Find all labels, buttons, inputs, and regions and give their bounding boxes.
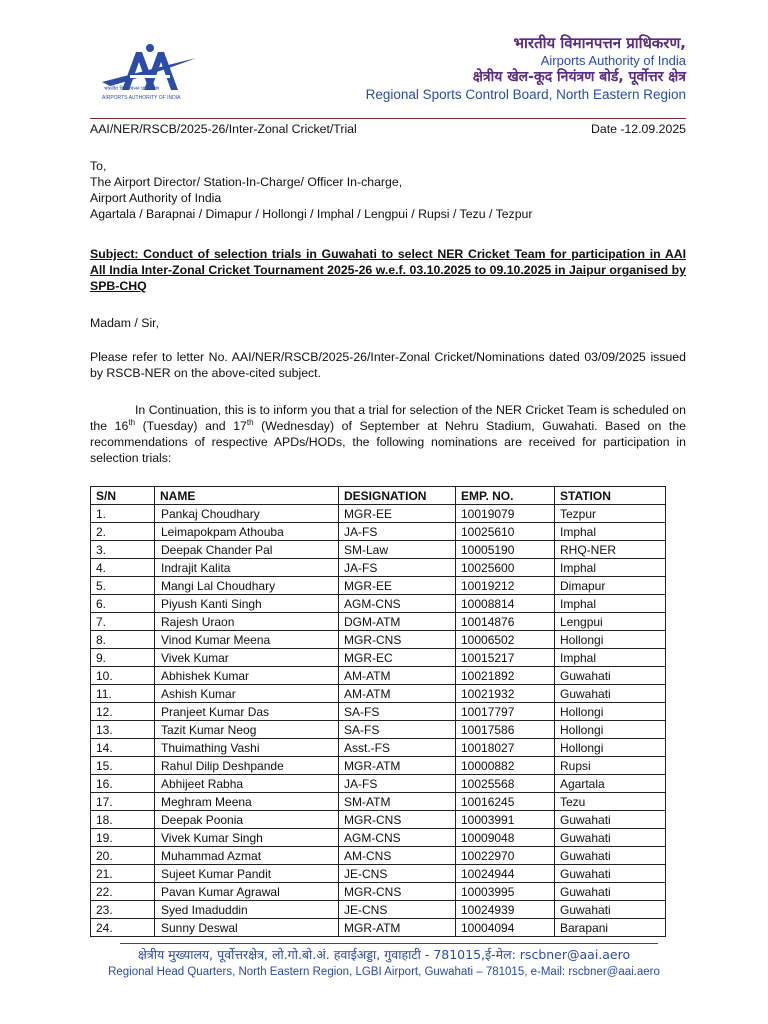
table-row: [91, 919, 666, 937]
table-row: [91, 613, 666, 631]
cell-designation: MGR-EC: [339, 649, 456, 667]
cell-designation: MGR-EE: [339, 505, 456, 523]
cell-emp-no: 10019212: [456, 577, 555, 595]
cell-station: Guwahati: [555, 847, 666, 865]
cell-sn: 4.: [91, 559, 155, 577]
cell-station: Guwahati: [555, 811, 666, 829]
header-station: STATION: [555, 487, 666, 505]
cell-station: Imphal: [555, 523, 666, 541]
cell-designation: JE-CNS: [339, 865, 456, 883]
cell-designation: JA-FS: [339, 775, 456, 793]
cell-emp-no: 10025568: [456, 775, 555, 793]
cell-sn: 13.: [91, 721, 155, 739]
table-row: [91, 721, 666, 739]
cell-station: Barapani: [555, 919, 666, 937]
table-row: [91, 541, 666, 559]
cell-station: Hollongi: [555, 721, 666, 739]
cell-emp-no: 10025600: [456, 559, 555, 577]
address-line-1: The Airport Director/ Station-In-Charge/ Officer In-charge,: [90, 175, 403, 189]
cell-sn: 11.: [91, 685, 155, 703]
cell-designation: SM-Law: [339, 541, 456, 559]
cell-station: Rupsi: [555, 757, 666, 775]
cell-designation: SA-FS: [339, 703, 456, 721]
cell-station: Hollongi: [555, 739, 666, 757]
cell-sn: 10.: [91, 667, 155, 685]
table-row: [91, 793, 666, 811]
header-rule: [90, 118, 686, 119]
cell-station: Imphal: [555, 649, 666, 667]
cell-designation: SM-ATM: [339, 793, 456, 811]
cell-designation: MGR-ATM: [339, 919, 456, 937]
cell-sn: 9.: [91, 649, 155, 667]
cell-station: Dimapur: [555, 577, 666, 595]
cell-designation: JE-CNS: [339, 901, 456, 919]
table-row: [91, 649, 666, 667]
cell-name: Abhishek Kumar: [155, 667, 339, 685]
paragraph-2: [90, 402, 686, 466]
cell-designation: AM-ATM: [339, 667, 456, 685]
cell-designation: JA-FS: [339, 559, 456, 577]
table-row: [91, 865, 666, 883]
cell-emp-no: 10003991: [456, 811, 555, 829]
salutation: Madam / Sir,: [90, 316, 160, 330]
cell-sn: 16.: [91, 775, 155, 793]
header-name: NAME: [155, 487, 339, 505]
table-body: [91, 505, 666, 937]
cell-sn: 15.: [91, 757, 155, 775]
cell-emp-no: 10014876: [456, 613, 555, 631]
table-row: [91, 901, 666, 919]
cell-station: Imphal: [555, 559, 666, 577]
cell-designation: MGR-ATM: [339, 757, 456, 775]
table-row: [91, 505, 666, 523]
cell-name: Thuimathing Vashi: [155, 739, 339, 757]
cell-name: Mangi Lal Choudhary: [155, 577, 339, 595]
footer-hindi: क्षेत्रीय मुख्यालय, पूर्वोत्तरक्षेत्र, लो.गो.बो.अं. हवाईअड्डा, गुवाहाटी - 781015,ई-मेल: rscbner@aai.aero: [137, 947, 631, 962]
table-header-row: [91, 487, 666, 505]
cell-station: Hollongi: [555, 703, 666, 721]
cell-designation: SA-FS: [339, 721, 456, 739]
cell-station: Guwahati: [555, 865, 666, 883]
para2-text-b: (Tuesday) and 17: [135, 419, 247, 433]
table-row: [91, 559, 666, 577]
table-row: [91, 631, 666, 649]
cell-sn: 14.: [91, 739, 155, 757]
address-line-2: Airport Authority of India: [90, 191, 222, 205]
cell-designation: AM-CNS: [339, 847, 456, 865]
para2-sup-2: th: [246, 417, 254, 427]
cell-name: Vinod Kumar Meena: [155, 631, 339, 649]
cell-emp-no: 10017797: [456, 703, 555, 721]
cell-emp-no: 10025610: [456, 523, 555, 541]
cell-station: Guwahati: [555, 685, 666, 703]
logo-caption-hindi: भारतीय विमानपत्तन प्राधिकरण: [104, 86, 160, 92]
cell-station: Hollongi: [555, 631, 666, 649]
cell-emp-no: 10003995: [456, 883, 555, 901]
table-row: [91, 685, 666, 703]
nominations-table: [90, 486, 666, 937]
cell-station: Guwahati: [555, 901, 666, 919]
cell-name: Leimapokpam Athouba: [155, 523, 339, 541]
cell-station: Guwahati: [555, 883, 666, 901]
aai-logo: [100, 42, 200, 106]
cell-sn: 24.: [91, 919, 155, 937]
cell-sn: 7.: [91, 613, 155, 631]
cell-station: Guwahati: [555, 829, 666, 847]
cell-sn: 5.: [91, 577, 155, 595]
cell-name: Syed Imaduddin: [155, 901, 339, 919]
english-org-name: Airports Authority of India: [540, 52, 686, 68]
logo-caption-english: AIRPORTS AUTHORITY OF INDIA: [102, 95, 181, 101]
cell-station: Imphal: [555, 595, 666, 613]
cell-emp-no: 10016245: [456, 793, 555, 811]
cell-station: Lengpui: [555, 613, 666, 631]
letter-date: Date -12.09.2025: [590, 122, 686, 136]
cell-designation: MGR-CNS: [339, 811, 456, 829]
cell-name: Deepak Poonia: [155, 811, 339, 829]
paragraph-1: Please refer to letter No. AAI/NER/RSCB/2025-26/Inter-Zonal Cricket/Nominations dated 03/09/2025 issued by RSCB-NER on the above-cited subject.: [90, 350, 686, 380]
header-sn: S/N: [91, 487, 155, 505]
cell-emp-no: 10019079: [456, 505, 555, 523]
cell-designation: MGR-CNS: [339, 883, 456, 901]
address-block: [90, 158, 686, 222]
cell-designation: MGR-CNS: [339, 631, 456, 649]
header-emp-no: EMP. NO.: [456, 487, 555, 505]
cell-name: Rahul Dilip Deshpande: [155, 757, 339, 775]
cell-station: Agartala: [555, 775, 666, 793]
cell-name: Rajesh Uraon: [155, 613, 339, 631]
footer: [0, 946, 768, 981]
para2-text-a: In Continuation, this is to inform you that a trial for selection of the NER Cricket Team is scheduled on the 16: [90, 403, 686, 433]
table-row: [91, 739, 666, 757]
cell-emp-no: 10021932: [456, 685, 555, 703]
cell-emp-no: 10021892: [456, 667, 555, 685]
table-row: [91, 523, 666, 541]
reference-line: [90, 122, 686, 136]
cell-name: Sunny Deswal: [155, 919, 339, 937]
table-row: [91, 667, 666, 685]
cell-name: Deepak Chander Pal: [155, 541, 339, 559]
cell-name: Tazit Kumar Neog: [155, 721, 339, 739]
cell-designation: DGM-ATM: [339, 613, 456, 631]
cell-emp-no: 10022970: [456, 847, 555, 865]
cell-emp-no: 10024939: [456, 901, 555, 919]
cell-emp-no: 10006502: [456, 631, 555, 649]
cell-emp-no: 10015217: [456, 649, 555, 667]
cell-emp-no: 10005190: [456, 541, 555, 559]
table-row: [91, 829, 666, 847]
cell-designation: JA-FS: [339, 523, 456, 541]
reference-number: AAI/NER/RSCB/2025-26/Inter-Zonal Cricket/Trial: [90, 122, 357, 136]
cell-station: Guwahati: [555, 667, 666, 685]
cell-sn: 2.: [91, 523, 155, 541]
cell-designation: MGR-EE: [339, 577, 456, 595]
hindi-board-name: क्षेत्रीय खेल-कूद नियंत्रण बोर्ड, पूर्वोत्तर क्षेत्र: [472, 69, 686, 85]
footer-english: Regional Head Quarters, North Eastern Region, LGBI Airport, Guwahati – 781015, e-Mail: rscbner@aai.aero: [108, 966, 660, 979]
cell-emp-no: 10018027: [456, 739, 555, 757]
cell-sn: 17.: [91, 793, 155, 811]
table-row: [91, 703, 666, 721]
address-to: To,: [90, 159, 107, 173]
cell-name: Vivek Kumar: [155, 649, 339, 667]
cell-name: Abhijeet Rabha: [155, 775, 339, 793]
table-row: [91, 883, 666, 901]
cell-emp-no: 10024944: [456, 865, 555, 883]
cell-station: RHQ-NER: [555, 541, 666, 559]
cell-sn: 21.: [91, 865, 155, 883]
cell-designation: AM-ATM: [339, 685, 456, 703]
table-row: [91, 757, 666, 775]
para2-sup-1: th: [128, 417, 136, 427]
cell-sn: 23.: [91, 901, 155, 919]
cell-sn: 22.: [91, 883, 155, 901]
cell-station: Tezu: [555, 793, 666, 811]
cell-designation: AGM-CNS: [339, 829, 456, 847]
subject: Subject: Conduct of selection trials in Guwahati to select NER Cricket Team for participation in AAI All India Inter-Zonal Cricket Tournament 2025-26 w.e.f. 03.10.2025 to 09.10.2025 in Jaipur organised by SPB-CHQ: [90, 247, 686, 293]
cell-name: Pranjeet Kumar Das: [155, 703, 339, 721]
table-row: [91, 595, 666, 613]
cell-emp-no: 10009048: [456, 829, 555, 847]
cell-sn: 3.: [91, 541, 155, 559]
header-designation: DESIGNATION: [339, 487, 456, 505]
cell-name: Sujeet Kumar Pandit: [155, 865, 339, 883]
cell-name: Pankaj Choudhary: [155, 505, 339, 523]
cell-emp-no: 10000882: [456, 757, 555, 775]
cell-designation: AGM-CNS: [339, 595, 456, 613]
address-line-3: Agartala / Barapnai / Dimapur / Hollongi / Imphal / Lengpui / Rupsi / Tezu / Tezpur: [90, 207, 533, 221]
cell-name: Muhammad Azmat: [155, 847, 339, 865]
cell-sn: 19.: [91, 829, 155, 847]
letterhead: [366, 34, 686, 103]
table-row: [91, 577, 666, 595]
cell-emp-no: 10008814: [456, 595, 555, 613]
cell-sn: 18.: [91, 811, 155, 829]
hindi-org-name: भारतीय विमानपत्तन प्राधिकरण,: [513, 34, 686, 52]
table-row: [91, 775, 666, 793]
footer-rule: [120, 943, 658, 944]
cell-name: Piyush Kanti Singh: [155, 595, 339, 613]
cell-name: Meghram Meena: [155, 793, 339, 811]
cell-sn: 1.: [91, 505, 155, 523]
cell-name: Indrajit Kalita: [155, 559, 339, 577]
table-row: [91, 811, 666, 829]
cell-sn: 12.: [91, 703, 155, 721]
cell-sn: 20.: [91, 847, 155, 865]
cell-designation: Asst.-FS: [339, 739, 456, 757]
cell-name: Pavan Kumar Agrawal: [155, 883, 339, 901]
cell-sn: 8.: [91, 631, 155, 649]
cell-emp-no: 10004094: [456, 919, 555, 937]
english-board-name: Regional Sports Control Board, North Eastern Region: [365, 86, 686, 102]
table-row: [91, 847, 666, 865]
cell-emp-no: 10017586: [456, 721, 555, 739]
cell-sn: 6.: [91, 595, 155, 613]
cell-name: Vivek Kumar Singh: [155, 829, 339, 847]
cell-name: Ashish Kumar: [155, 685, 339, 703]
para2-text-c: (Wednesday) of September at Nehru Stadium, Guwahati. Based on the recommendations of respective APDs/HODs, the following nominations are received for participation in selection trials:: [90, 419, 686, 465]
cell-station: Tezpur: [555, 505, 666, 523]
